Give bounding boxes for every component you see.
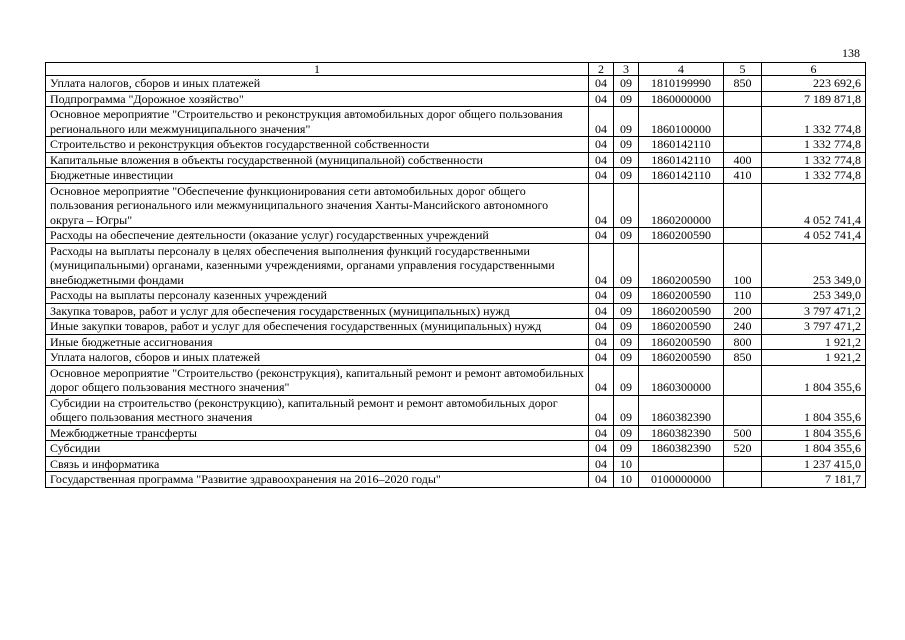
cell-target-article: 1860200000 [639, 183, 724, 228]
cell-expense-type: 400 [724, 152, 762, 168]
cell-expense-type [724, 228, 762, 244]
cell-target-article: 1860000000 [639, 91, 724, 107]
table-row [46, 183, 866, 228]
cell-expense-type [724, 456, 762, 472]
cell-amount: 1 804 355,6 [762, 441, 866, 457]
cell-target-article: 1860142110 [639, 152, 724, 168]
cell-expense-type: 410 [724, 168, 762, 184]
cell-expense-type: 850 [724, 350, 762, 366]
cell-expense-type: 110 [724, 288, 762, 304]
budget-table [45, 62, 866, 488]
cell-target-article: 0100000000 [639, 472, 724, 488]
cell-target-article: 1860200590 [639, 350, 724, 366]
cell-expense-type: 500 [724, 425, 762, 441]
cell-subsection: 09 [614, 350, 639, 366]
column-header-1: 1 [46, 63, 589, 76]
cell-amount: 4 052 741,4 [762, 228, 866, 244]
cell-section: 04 [589, 472, 614, 488]
cell-target-article: 1860300000 [639, 365, 724, 395]
table-row [46, 334, 866, 350]
cell-expense-type [724, 107, 762, 137]
cell-expense-type: 100 [724, 243, 762, 288]
cell-amount: 3 797 471,2 [762, 303, 866, 319]
cell-expense-type: 240 [724, 319, 762, 335]
table-row [46, 91, 866, 107]
cell-section: 04 [589, 319, 614, 335]
cell-expense-type [724, 183, 762, 228]
cell-section: 04 [589, 441, 614, 457]
cell-name: Иные бюджетные ассигнования [46, 334, 589, 350]
cell-name: Субсидии [46, 441, 589, 457]
cell-target-article: 1860200590 [639, 319, 724, 335]
cell-target-article: 1860382390 [639, 441, 724, 457]
table-row [46, 228, 866, 244]
page-number: 138 [842, 46, 860, 60]
cell-section: 04 [589, 425, 614, 441]
cell-subsection: 10 [614, 472, 639, 488]
cell-amount: 3 797 471,2 [762, 319, 866, 335]
cell-subsection: 09 [614, 228, 639, 244]
cell-expense-type [724, 91, 762, 107]
cell-target-article: 1860100000 [639, 107, 724, 137]
cell-name: Капитальные вложения в объекты государственной (муниципальной) собственности [46, 152, 589, 168]
cell-amount: 1 332 774,8 [762, 152, 866, 168]
cell-subsection: 09 [614, 395, 639, 425]
table-row [46, 425, 866, 441]
cell-section: 04 [589, 168, 614, 184]
cell-target-article: 1860200590 [639, 288, 724, 304]
cell-name: Бюджетные инвестиции [46, 168, 589, 184]
cell-section: 04 [589, 183, 614, 228]
table-row [46, 350, 866, 366]
cell-subsection: 09 [614, 107, 639, 137]
cell-name: Государственная программа "Развитие здравоохранения на 2016–2020 годы" [46, 472, 589, 488]
cell-target-article: 1860200590 [639, 303, 724, 319]
column-header-3: 3 [614, 63, 639, 76]
cell-subsection: 09 [614, 288, 639, 304]
table-row [46, 441, 866, 457]
table-row [46, 303, 866, 319]
cell-amount: 1 332 774,8 [762, 137, 866, 153]
cell-name: Уплата налогов, сборов и иных платежей [46, 76, 589, 92]
table-row [46, 365, 866, 395]
cell-target-article: 1860142110 [639, 137, 724, 153]
cell-expense-type [724, 137, 762, 153]
cell-subsection: 09 [614, 425, 639, 441]
table-row [46, 395, 866, 425]
cell-target-article: 1860200590 [639, 334, 724, 350]
table-row [46, 107, 866, 137]
cell-target-article: 1860200590 [639, 228, 724, 244]
table-row [46, 456, 866, 472]
cell-section: 04 [589, 288, 614, 304]
cell-section: 04 [589, 76, 614, 92]
cell-name: Уплата налогов, сборов и иных платежей [46, 350, 589, 366]
cell-subsection: 09 [614, 183, 639, 228]
column-header-4: 4 [639, 63, 724, 76]
cell-section: 04 [589, 137, 614, 153]
cell-amount: 223 692,6 [762, 76, 866, 92]
cell-amount: 1 332 774,8 [762, 168, 866, 184]
cell-amount: 253 349,0 [762, 288, 866, 304]
cell-name: Основное мероприятие "Строительство и реконструкция автомобильных дорог общего пользования регионального или межмуниципального значения" [46, 107, 589, 137]
cell-name: Иные закупки товаров, работ и услуг для обеспечения государственных (муниципальных) нужд [46, 319, 589, 335]
cell-name: Связь и информатика [46, 456, 589, 472]
cell-section: 04 [589, 456, 614, 472]
cell-amount: 7 181,7 [762, 472, 866, 488]
cell-section: 04 [589, 91, 614, 107]
cell-subsection: 09 [614, 137, 639, 153]
cell-subsection: 10 [614, 456, 639, 472]
cell-subsection: 09 [614, 76, 639, 92]
cell-subsection: 09 [614, 168, 639, 184]
cell-target-article [639, 456, 724, 472]
cell-expense-type: 800 [724, 334, 762, 350]
cell-name: Субсидии на строительство (реконструкцию), капитальный ремонт и ремонт автомобильных дорог общего пользования местного значения [46, 395, 589, 425]
cell-amount: 1 237 415,0 [762, 456, 866, 472]
cell-amount: 1 804 355,6 [762, 395, 866, 425]
cell-expense-type: 520 [724, 441, 762, 457]
cell-section: 04 [589, 365, 614, 395]
cell-name: Подпрограмма "Дорожное хозяйство" [46, 91, 589, 107]
cell-expense-type: 200 [724, 303, 762, 319]
table-header-row [46, 63, 866, 76]
table-row [46, 319, 866, 335]
table-row [46, 288, 866, 304]
cell-name: Основное мероприятие "Обеспечение функционирования сети автомобильных дорог общего пользования регионального или межмуниципального значения Ханты-Мансийского автономного округа – Югры" [46, 183, 589, 228]
cell-amount: 1 332 774,8 [762, 107, 866, 137]
cell-name: Закупка товаров, работ и услуг для обеспечения государственных (муниципальных) нужд [46, 303, 589, 319]
cell-amount: 1 921,2 [762, 350, 866, 366]
cell-subsection: 09 [614, 91, 639, 107]
cell-subsection: 09 [614, 243, 639, 288]
cell-amount: 7 189 871,8 [762, 91, 866, 107]
cell-target-article: 1860382390 [639, 395, 724, 425]
cell-subsection: 09 [614, 303, 639, 319]
cell-subsection: 09 [614, 152, 639, 168]
cell-target-article: 1860200590 [639, 243, 724, 288]
cell-section: 04 [589, 152, 614, 168]
table-row [46, 243, 866, 288]
table-row [46, 168, 866, 184]
table-body [46, 76, 866, 488]
cell-name: Строительство и реконструкция объектов государственной собственности [46, 137, 589, 153]
column-header-5: 5 [724, 63, 762, 76]
cell-amount: 4 052 741,4 [762, 183, 866, 228]
cell-target-article: 1860382390 [639, 425, 724, 441]
cell-expense-type [724, 365, 762, 395]
cell-amount: 1 921,2 [762, 334, 866, 350]
table-row [46, 472, 866, 488]
cell-expense-type: 850 [724, 76, 762, 92]
table-row [46, 76, 866, 92]
cell-amount: 253 349,0 [762, 243, 866, 288]
cell-name: Расходы на выплаты персоналу казенных учреждений [46, 288, 589, 304]
cell-section: 04 [589, 303, 614, 319]
cell-name: Основное мероприятие "Строительство (реконструкция), капитальный ремонт и ремонт автомобильных дорог общего пользования местного значения" [46, 365, 589, 395]
cell-amount: 1 804 355,6 [762, 365, 866, 395]
column-header-6: 6 [762, 63, 866, 76]
cell-name: Расходы на выплаты персоналу в целях обеспечения выполнения функций государственными (муниципальными) органами, казенными учреждениями, органами управления государственными внебюджетными фондами [46, 243, 589, 288]
cell-target-article: 1810199990 [639, 76, 724, 92]
table-row [46, 137, 866, 153]
cell-name: Межбюджетные трансферты [46, 425, 589, 441]
cell-subsection: 09 [614, 441, 639, 457]
cell-target-article: 1860142110 [639, 168, 724, 184]
cell-section: 04 [589, 395, 614, 425]
cell-name: Расходы на обеспечение деятельности (оказание услуг) государственных учреждений [46, 228, 589, 244]
cell-subsection: 09 [614, 334, 639, 350]
cell-section: 04 [589, 228, 614, 244]
cell-section: 04 [589, 243, 614, 288]
cell-subsection: 09 [614, 365, 639, 395]
cell-section: 04 [589, 107, 614, 137]
cell-section: 04 [589, 350, 614, 366]
cell-amount: 1 804 355,6 [762, 425, 866, 441]
cell-section: 04 [589, 334, 614, 350]
column-header-2: 2 [589, 63, 614, 76]
cell-expense-type [724, 395, 762, 425]
cell-subsection: 09 [614, 319, 639, 335]
table-row [46, 152, 866, 168]
cell-expense-type [724, 472, 762, 488]
